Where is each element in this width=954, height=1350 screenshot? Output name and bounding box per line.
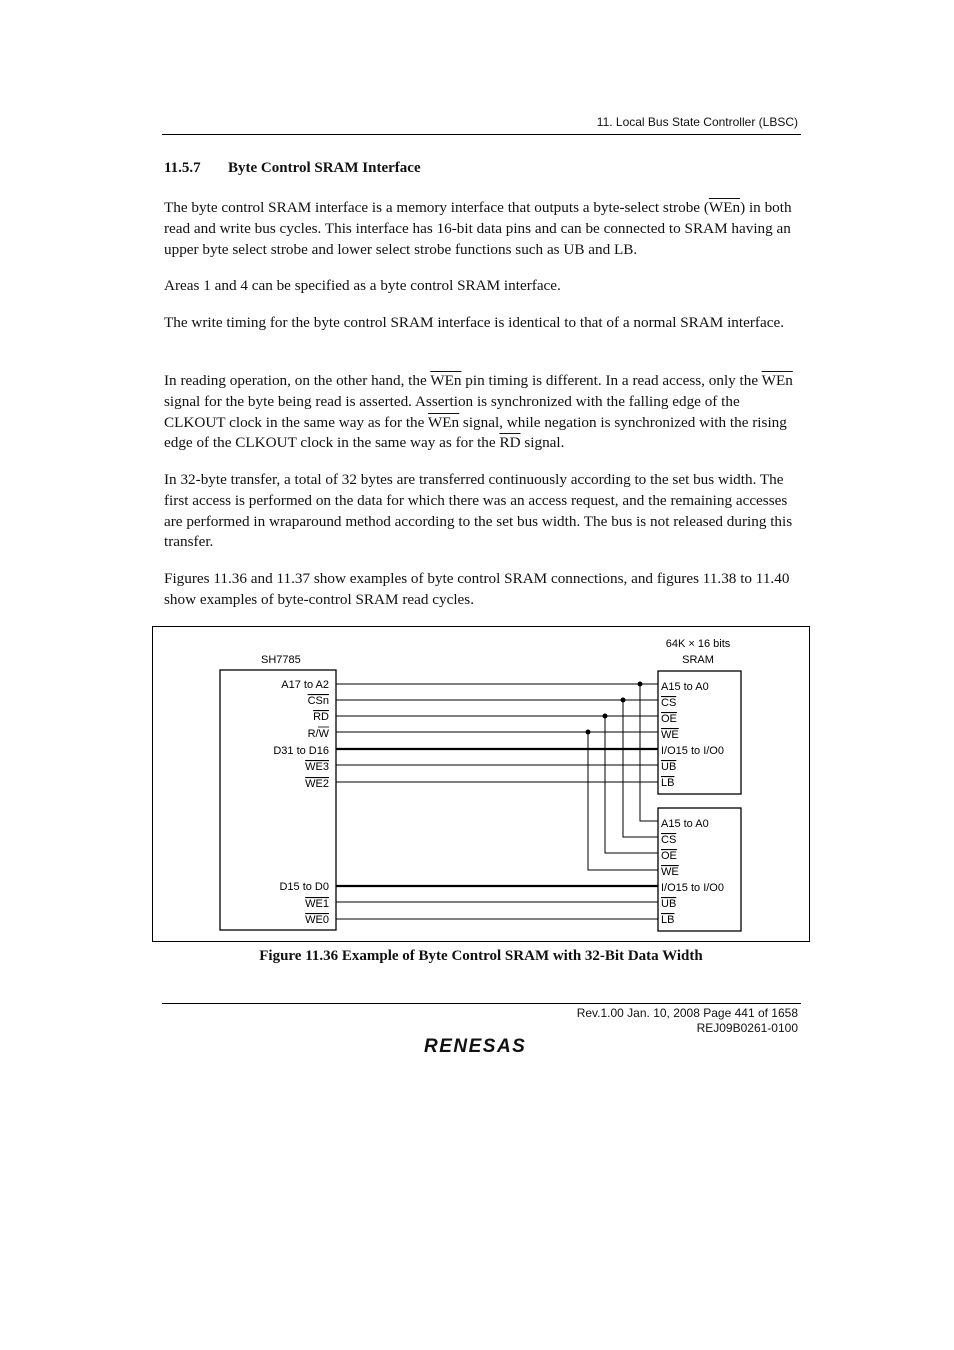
paragraph-6: Figures 11.36 and 11.37 show examples of byte control SRAM connections, and figures 11.38 to 11.40 show examples of byte-control SRAM read cycles. bbox=[164, 570, 790, 608]
pin-d31-d16: D31 to D16 bbox=[273, 745, 329, 757]
text-run: signal. bbox=[520, 434, 565, 452]
junction-dot bbox=[621, 698, 626, 703]
junction-dot bbox=[638, 682, 643, 687]
paragraph-2: Areas 1 and 4 can be specified as a byte control SRAM interface. bbox=[164, 277, 561, 294]
pin-rw: R/W bbox=[307, 728, 329, 740]
paragraph-3: The write timing for the byte control SRAM interface is identical to that of a normal SRAM interface. bbox=[164, 314, 784, 331]
sram2-pin-we: WE bbox=[661, 866, 679, 878]
section-heading bbox=[164, 160, 421, 177]
text-run: ) in both read and write bus cycles. This interface has 16-bit data pins and can be connected to SRAM having an upper byte select strobe and lower select strobe functions such as UB and LB. bbox=[164, 199, 792, 258]
controller-label: SH7785 bbox=[261, 654, 301, 666]
sram1-pin-a15-a0: A15 to A0 bbox=[661, 681, 709, 693]
sram2-pin-ub: UB bbox=[661, 898, 677, 910]
overlined-signal: $\overline{WEn}$ bbox=[430, 372, 462, 389]
overlined-signal: $\overline{WEn}$ bbox=[708, 199, 741, 216]
section-number: 11.5.7 bbox=[164, 160, 201, 176]
running-header: 11. Local Bus State Controller (LBSC) bbox=[596, 115, 798, 129]
sram1-pin-we: WE bbox=[661, 729, 679, 741]
pin-rd: RD bbox=[313, 711, 329, 723]
pin-d15-d0: D15 to D0 bbox=[279, 881, 329, 893]
header-rule bbox=[162, 134, 801, 135]
overlined-signal: $\overline{RD}$ bbox=[499, 434, 521, 452]
footer-rule bbox=[162, 1003, 801, 1004]
figure-caption: Figure 11.36 Example of Byte Control SRAM with 32-Bit Data Width bbox=[259, 948, 703, 964]
paragraph-1 bbox=[164, 198, 804, 260]
connection-diagram bbox=[153, 627, 809, 941]
junction-dot bbox=[603, 714, 608, 719]
paragraph-5: In 32-byte transfer, a total of 32 bytes are transferred continuously according to the set bus width. The first access is performed on the data for which there was an access request, and the remaining accesses are performed in wraparound method according to the set bus width. The bus is not released during this transfer. bbox=[164, 471, 793, 551]
sram2-pin-io: I/O15 to I/O0 bbox=[661, 882, 724, 894]
logo-text: RENESAS bbox=[424, 1036, 527, 1057]
branch-oe bbox=[605, 716, 658, 853]
sram2-pin-cs: CS bbox=[661, 834, 677, 846]
pin-csn: CSn bbox=[307, 695, 329, 707]
sram1-pin-ub: UB bbox=[661, 761, 677, 773]
footer-doc-number: REJ09B0261-0100 bbox=[696, 1021, 798, 1035]
footer-revision: Rev.1.00 Jan. 10, 2008 Page 441 of 1658 bbox=[576, 1006, 798, 1020]
sram-size-label: 64K × 16 bits bbox=[665, 638, 731, 650]
sram2-pin-lb: LB bbox=[661, 914, 675, 926]
text-run: The byte control SRAM interface is a memory interface that outputs a byte-select strobe ( bbox=[164, 199, 709, 216]
sram1-pin-io: I/O15 to I/O0 bbox=[661, 745, 724, 757]
figure-frame bbox=[152, 626, 810, 942]
paragraph-4 bbox=[164, 371, 804, 454]
pin-we0: WE0 bbox=[305, 914, 329, 926]
text-run: pin timing is different. In a read access, only the bbox=[461, 372, 762, 389]
junction-dot bbox=[586, 730, 591, 735]
sram-label: SRAM bbox=[682, 654, 714, 666]
text-run: signal for the byte being read is asserted. Assertion is synchronized with the falling edge of the CLKOUT clock in the same way as for the bbox=[164, 392, 740, 431]
pin-we1: WE1 bbox=[305, 898, 329, 910]
text-run: signal, while negation is synchronized with the rising edge of the CLKOUT clock in the same way as for the bbox=[164, 413, 787, 452]
pin-we3: WE3 bbox=[305, 761, 329, 773]
sram2-pin-a15-a0: A15 to A0 bbox=[661, 818, 709, 830]
renesas-logo bbox=[420, 1032, 544, 1058]
overlined-signal: $\overline{WEn}$ bbox=[427, 413, 460, 431]
pin-we2: WE2 bbox=[305, 778, 329, 790]
sram2-pin-oe: OE bbox=[661, 850, 677, 862]
overlined-signal: $\overline{WEn}$ bbox=[761, 372, 793, 389]
sram1-pin-lb: LB bbox=[661, 777, 675, 789]
sram1-pin-cs: CS bbox=[661, 697, 677, 709]
sram1-pin-oe: OE bbox=[661, 713, 677, 725]
section-title: Byte Control SRAM Interface bbox=[228, 160, 421, 176]
branch-address bbox=[640, 684, 658, 821]
text-run: In reading operation, on the other hand, the bbox=[164, 372, 431, 389]
pin-a17-a2: A17 to A2 bbox=[281, 679, 329, 691]
